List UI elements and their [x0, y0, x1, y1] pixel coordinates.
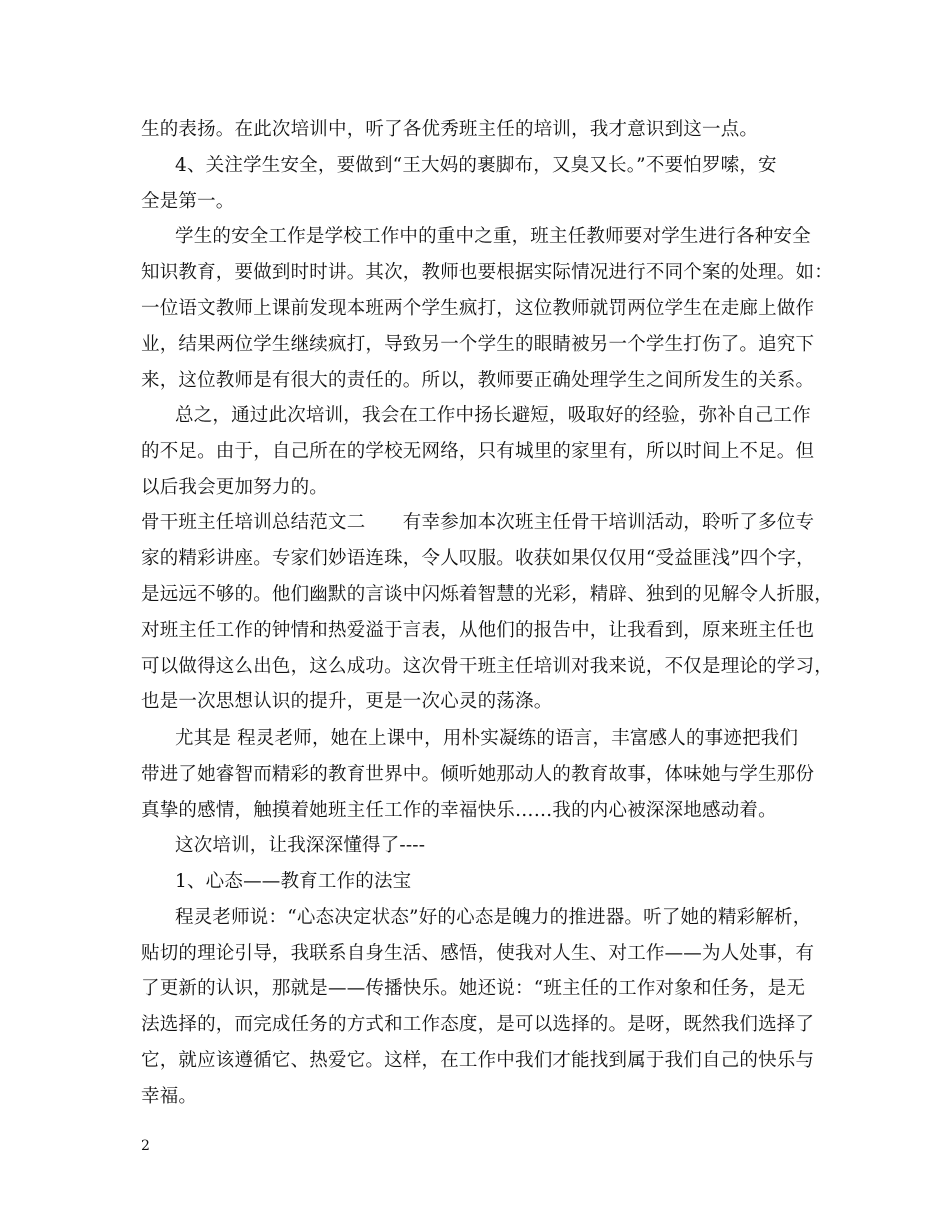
- text-line: 了更新的认识，那就是——传播快乐。她还说：“班主任的工作对象和任务，是无: [141, 978, 806, 999]
- text-line: 以后我会更加努力的。: [141, 477, 329, 498]
- text-line: 学生的安全工作是学校工作中的重中之重，班主任教师要对学生进行各种安全: [175, 226, 811, 247]
- text-line: 这次培训，让我深深懂得了----: [175, 835, 426, 856]
- text-line: 带进了她睿智而精彩的教育世界中。倾听她那动人的教育故事，体味她与学生那份: [141, 764, 815, 785]
- text-line: 家的精彩讲座。专家们妙语连珠，令人叹服。收获如果仅仅用“受益匪浅”四个字，: [141, 548, 815, 569]
- text-line: 程灵老师说：“心态决定状态”好的心态是魄力的推进器。听了她的精彩解析，: [175, 907, 812, 928]
- text-line: 生的表扬。在此次培训中，听了各优秀班主任的培训，我才意识到这一点。: [141, 119, 759, 140]
- text-line: 知识教育，要做到时时讲。其次，教师也要根据实际情况进行不同个案的处理。如：: [141, 262, 833, 283]
- text-line: 全是第一。: [141, 191, 235, 212]
- text-line: 1、心态——教育工作的法宝: [175, 871, 412, 892]
- text-line: 4、关注学生安全，要做到“王大妈的裹脚布，又臭又长。”不要怕罗嗦，安: [175, 155, 777, 176]
- section-heading-line: 骨干班主任培训总结范文二 有幸参加本次班主任骨干培训活动，聆听了多位专: [141, 512, 815, 533]
- text-line: 对班主任工作的钟情和热爱溢于言表，从他们的报告中，让我看到，原来班主任也: [141, 620, 815, 641]
- text-line: 可以做得这么出色，这么成功。这次骨干班主任培训对我来说，不仅是理论的学习，: [141, 656, 833, 677]
- text-line: 来，这位教师是有很大的责任的。所以，教师要正确处理学生之间所发生的关系。: [141, 370, 815, 391]
- text-line: 是远远不够的。他们幽默的言谈中闪烁着智慧的光彩，精辟、独到的见解令人折服，: [141, 584, 833, 605]
- text-line: 业，结果两位学生继续疯打，导致另一个学生的眼睛被另一个学生打伤了。追究下: [141, 334, 815, 355]
- text-line: 总之，通过此次培训，我会在工作中扬长避短，吸取好的经验，弥补自己工作: [175, 405, 811, 426]
- text-line: 尤其是 程灵老师，她在上课中，用朴实凝练的语言，丰富感人的事迹把我们: [175, 728, 799, 749]
- text-line: 贴切的理论引导，我联系自身生活、感悟，使我对人生、对工作——为人处事，有: [141, 943, 815, 964]
- text-line: 法选择的，而完成任务的方式和工作态度，是可以选择的。是呀，既然我们选择了: [141, 1014, 815, 1035]
- text-line: 它，就应该遵循它、热爱它。这样，在工作中我们才能找到属于我们自己的快乐与: [141, 1050, 815, 1071]
- text-line: 也是一次思想认识的提升，更是一次心灵的荡涤。: [141, 691, 553, 712]
- text-line: 幸福。: [141, 1086, 198, 1107]
- text-line: 一位语文教师上课前发现本班两个学生疯打，这位教师就罚两位学生在走廊上做作: [141, 298, 815, 319]
- text-line: 真挚的感情，触摸着她班主任工作的幸福快乐……我的内心被深深地感动着。: [141, 800, 777, 821]
- text-line: 的不足。由于，自己所在的学校无网络，只有城里的家里有，所以时间上不足。但: [141, 441, 815, 462]
- page-number: 2: [141, 1138, 150, 1154]
